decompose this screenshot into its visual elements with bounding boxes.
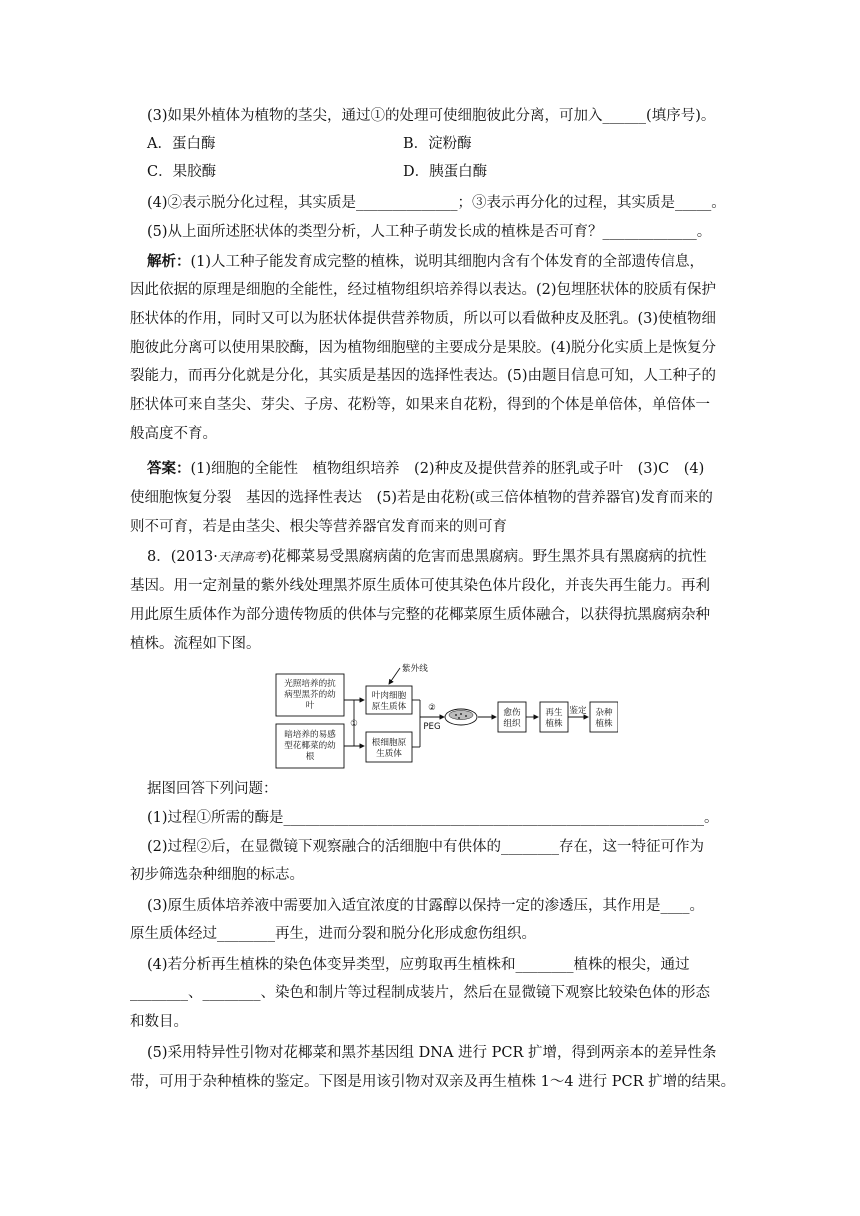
analysis-line-1: 解析：(1)人工种子能发育成完整的植株，说明其细胞内含有个体发育的全部遗传信息，	[147, 253, 705, 270]
answer-label: 答案：	[147, 460, 191, 477]
option-d: D．胰蛋白酶	[403, 164, 488, 180]
analysis-line-7: 般高度不育。	[130, 426, 217, 442]
petri-dish-icon	[445, 709, 477, 725]
analysis-line-2: 因此依据的原理是细胞的全能性，经过植物组织培养得以表达。(2)包埋胚状体的胶质有保护	[130, 282, 717, 298]
questions-intro: 据图回答下列问题：	[147, 781, 278, 797]
question-8-line-2: 基因。用一定剂量的紫外线处理黑芥原生质体可使其染色体片段化，并丧失再生能力。再利	[130, 578, 710, 594]
sub-question-2-line-2: 初步筛选杂种细胞的标志。	[130, 867, 304, 883]
flowchart-diagram	[274, 662, 618, 772]
diagram-label: 叶	[305, 701, 315, 711]
question-8-line-3: 用此原生质体作为部分遗传物质的供体与完整的花椰菜原生质体融合，以获得抗黑腐病杂种	[130, 607, 710, 623]
question-5: (5)从上面所述胚状体的类型分析，人工种子萌发长成的植株是否可育？_____________。	[147, 224, 712, 240]
diagram-label: 杂种	[595, 708, 613, 718]
question-source: 天津高考	[217, 550, 266, 564]
diagram-label: 植株	[595, 719, 613, 729]
diagram-label: ①	[350, 719, 358, 729]
analysis-line-6: 胚状体可来自茎尖、芽尖、子房、花粉等，如果来自花粉，得到的个体是单倍体，单倍体一	[130, 397, 710, 413]
option-a: A．蛋白酶	[147, 136, 216, 152]
sub-question-2-line-1: (2)过程②后，在显微镜下观察融合的活细胞中有供体的________存在，这一特征可作为	[147, 839, 705, 855]
analysis-label: 解析：	[147, 253, 191, 270]
question-8-line-4: 植株。流程如下图。	[130, 636, 261, 652]
sub-question-5-line-2: 带，可用于杂种植株的鉴定。下图是用该引物对双亲及再生植株 1～4 进行 PCR 扩增的结果。	[130, 1074, 736, 1090]
sub-question-4-line-1: (4)若分析再生植株的染色体变异类型，应剪取再生植株和________植株的根尖，通过	[147, 957, 690, 973]
answer-line-1: 答案：(1)细胞的全能性 植物组织培养 (2)种皮及提供营养的胚乳或子叶 (3)C (4)	[147, 460, 705, 477]
diagram-label: 紫外线	[402, 664, 428, 674]
diagram-label: ②	[428, 703, 436, 713]
sub-question-5-line-1: (5)采用特异性引物对花椰菜和黑芥基因组 DNA 进行 PCR 扩增，得到两亲本的差异性条	[147, 1045, 717, 1061]
sub-question-4-line-2: ________、________、染色和制片等过程制成装片，然后在显微镜下观察比较染色体的形态	[130, 985, 710, 1001]
diagram-label: PEG	[423, 722, 441, 732]
analysis-line-3: 胚状体的作用，同时又可以为胚状体提供营养物质，所以可以看做种皮及胚乳。(3)使植物细	[130, 311, 717, 327]
diagram-label: 光照培养的抗	[284, 679, 336, 689]
sub-question-4-line-3: 和数目。	[130, 1014, 188, 1030]
sub-question-1: (1)过程①所需的酶是__________________________________________________________。	[147, 810, 719, 826]
diagram-label: 原生质体	[371, 702, 407, 712]
diagram-label: 组织	[503, 719, 521, 729]
diagram-label: 根	[305, 752, 315, 762]
analysis-line-4: 胞彼此分离可以使用果胶酶，因为植物细胞壁的主要成分是果胶。(4)脱分化实质上是恢复分	[130, 340, 717, 356]
question-8-line-1: 8．(2013·天津高考)花椰菜易受黑腐病菌的危害而患黑腐病。野生黑芥具有黑腐病的抗性	[147, 549, 707, 565]
diagram-label: 生质体	[376, 749, 402, 759]
diagram-label: 植株	[545, 719, 563, 729]
option-b: B．淀粉酶	[403, 136, 472, 152]
question-4: (4)②表示脱分化过程，其实质是______________；③表示再分化的过程，其实质是_____。	[147, 195, 726, 211]
sub-question-3-line-2: 原生质体经过________再生，进而分裂和脱分化形成愈伤组织。	[130, 926, 536, 942]
diagram-label: 愈伤	[503, 708, 521, 718]
diagram-label: 暗培养的易感	[284, 730, 336, 740]
answer-line-3: 则不可育，若是由茎尖、根尖等营养器官发育而来的则可育	[130, 519, 507, 535]
diagram-label: 病型黑芥的幼	[284, 690, 336, 700]
option-c: C．果胶酶	[147, 164, 217, 180]
diagram-label: 鉴定	[569, 706, 587, 716]
diagram-label: 再生	[545, 708, 563, 718]
sub-question-3-line-1: (3)原生质体培养液中需要加入适宜浓度的甘露醇以保持一定的渗透压，其作用是____。	[147, 898, 705, 914]
diagram-label: 型花椰菜的幼	[284, 741, 336, 751]
answer-line-2: 使细胞恢复分裂 基因的选择性表达 (5)若是由花粉(或三倍体植物的营养器官)发育而来的	[130, 490, 713, 506]
analysis-line-5: 裂能力，而再分化就是分化，其实质是基因的选择性表达。(5)由题目信息可知，人工种子的	[130, 368, 717, 384]
diagram-label: 叶肉细胞	[371, 691, 407, 701]
diagram-label: 根细胞原	[371, 738, 407, 748]
question-3-stem: (3)如果外植体为植物的茎尖，通过①的处理可使细胞彼此分离，可加入______(填序号)。	[147, 108, 716, 124]
